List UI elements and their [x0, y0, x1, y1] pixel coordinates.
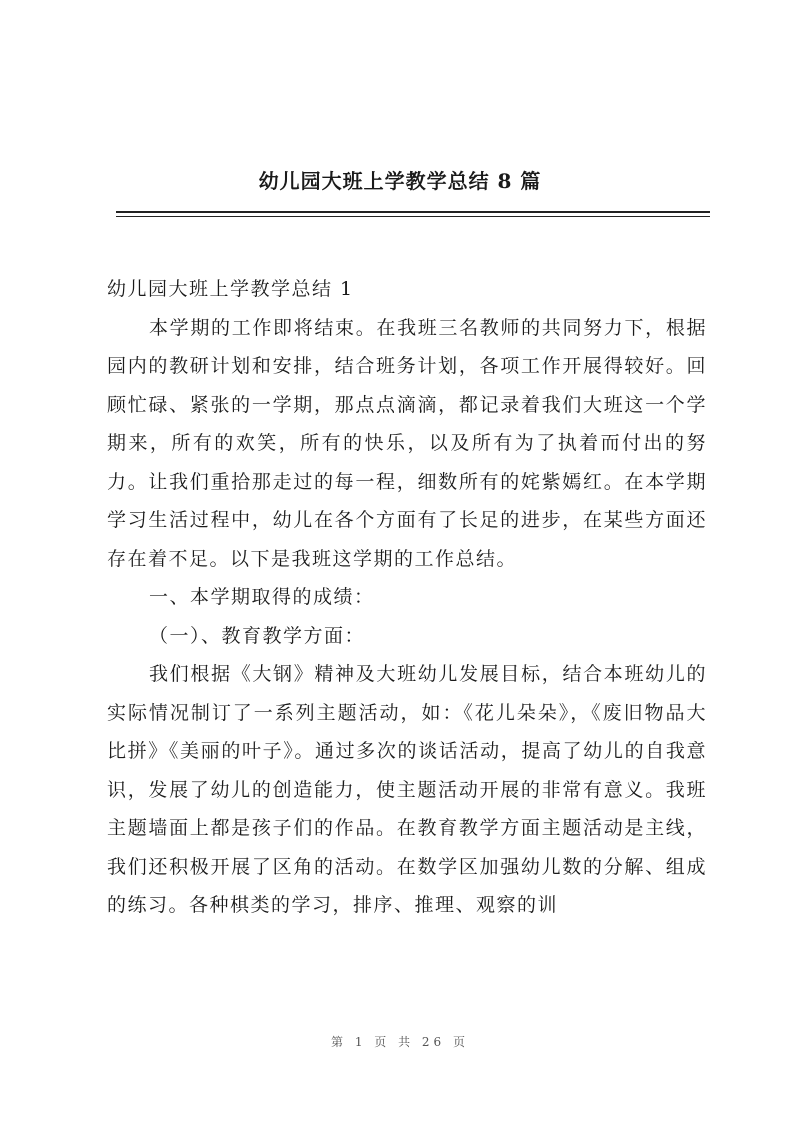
title-divider-thin [116, 216, 710, 217]
paragraph-teaching-body: 我们根据《大钢》精神及大班幼儿发展目标，结合本班幼儿的实际情况制订了一系列主题活动，如：《花儿朵朵》，《废旧物品大比拼》《美丽的叶子》。通过多次的谈话活动，提高了幼儿的自我意识，发展了幼儿的创造能力，使主题活动开展的非常有意义。我班主题墙面上都是孩子们的作品。在教育教学方面主题活动是主线，我们还积极开展了区角的活动。在数学区加强幼儿数的分解、组成的练习。各种棋类的学习，排序、推理、观察的训 [107, 663, 707, 916]
page-number-footer: 第 1 页 共 26 页 [331, 1035, 469, 1049]
paragraph-teaching-heading: （一）、教育教学方面： [149, 624, 366, 647]
paragraph-intro: 本学期的工作即将结束。在我班三名教师的共同努力下，根据园内的教研计划和安排，结合班务计划，各项工作开展得较好。回顾忙碌、紧张的一学期，那点点滴滴，都记录着我们大班这一个学期来，所有的欢笑，所有的快乐，以及所有为了执着而付出的努力。让我们重拾那走过的每一程，细数所有的姹紫嫣红。在本学期学习生活过程中，幼儿在各个方面有了长足的进步，在某些方面还存在着不足。以下是我班这学期的工作总结。 [107, 316, 707, 570]
paragraph-achievements-heading: 一、本学期取得的成绩： [149, 586, 375, 608]
document-body [107, 270, 707, 925]
title-divider [116, 211, 710, 213]
document-title: 幼儿园大班上学教学总结 8 篇 [258, 169, 542, 193]
section-heading: 幼儿园大班上学教学总结 1 [107, 278, 354, 300]
